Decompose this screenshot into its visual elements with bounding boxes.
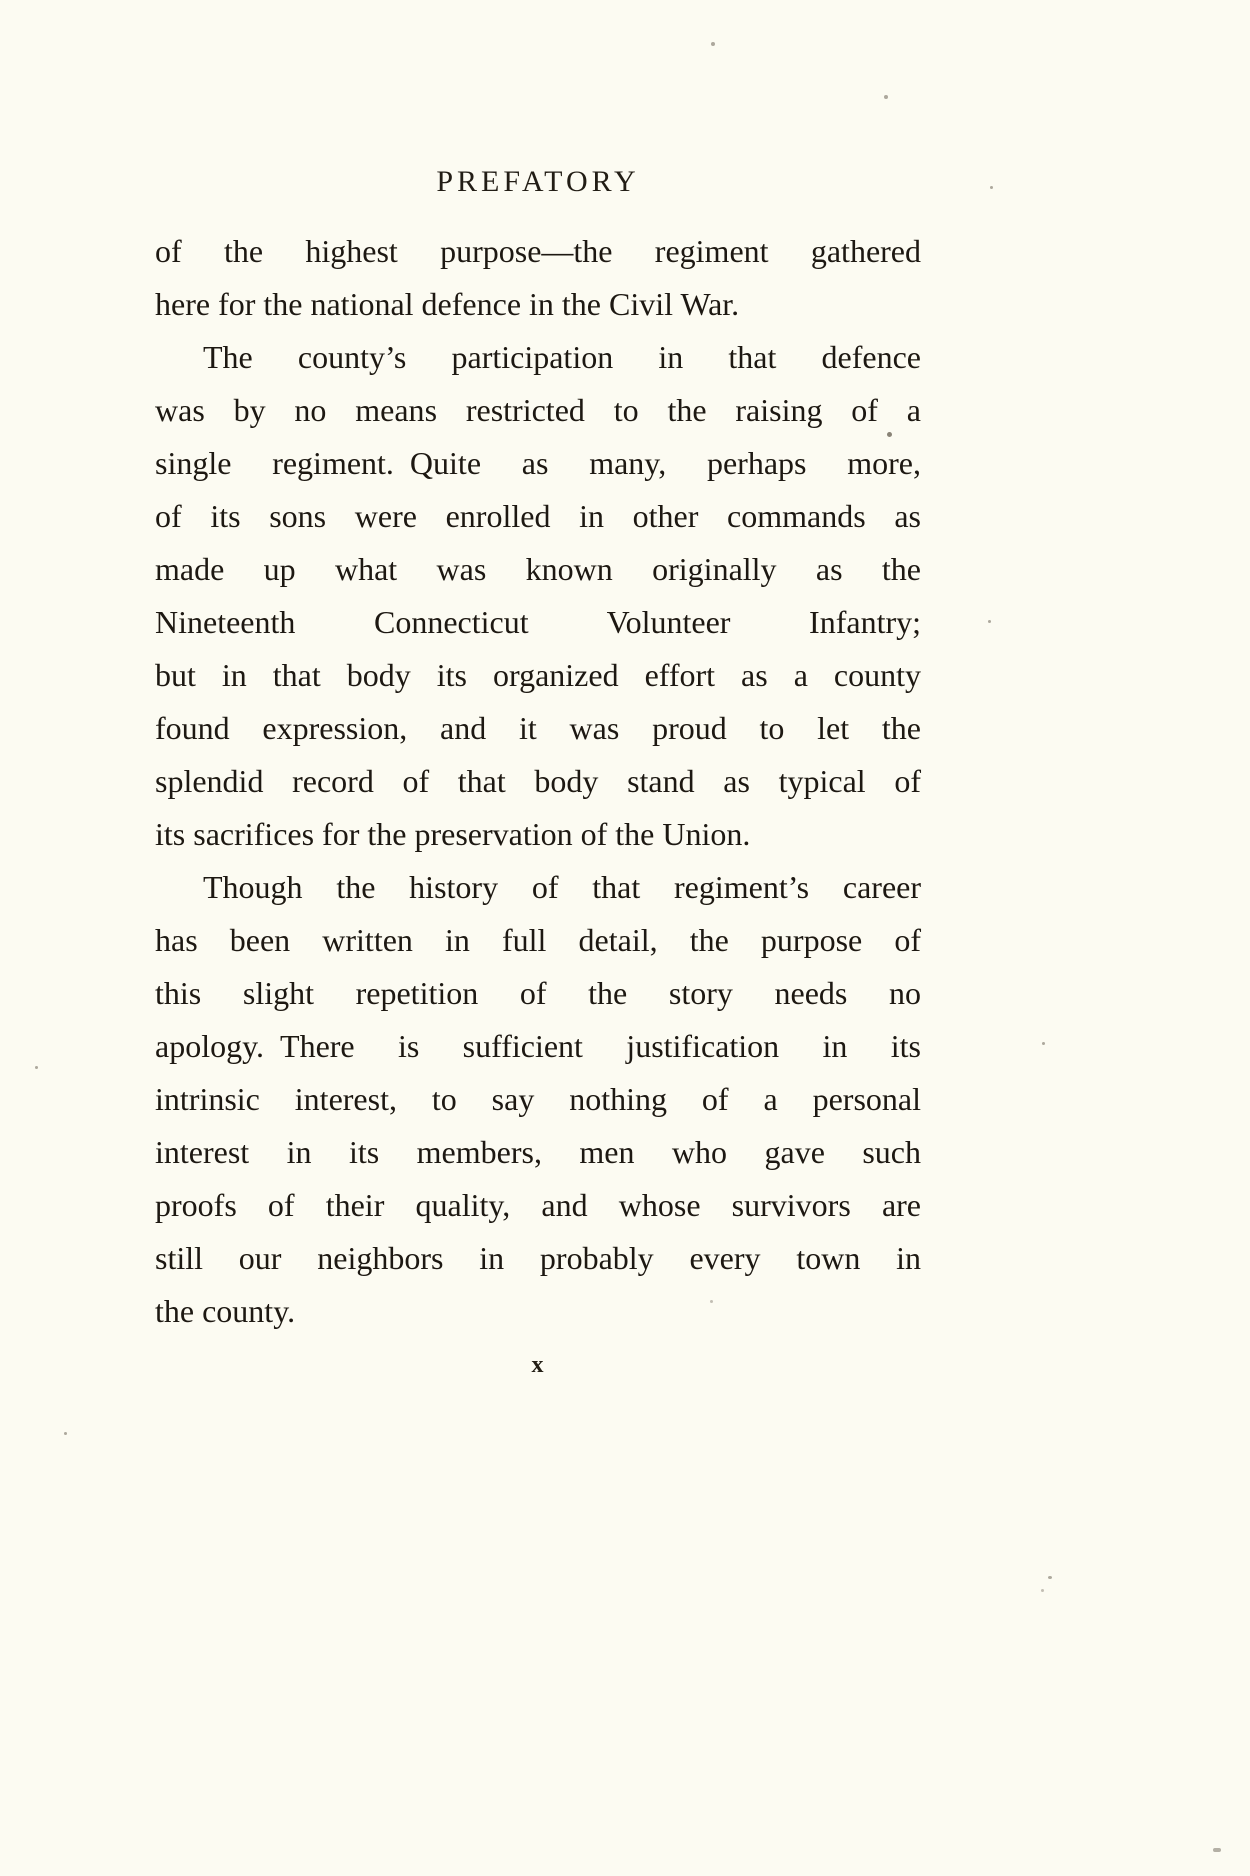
text-line: still our neighbors in probably every town in — [155, 1240, 921, 1276]
text-line: The county’s participation in that defence — [203, 339, 921, 375]
text-line: interest in its members, men who gave such — [155, 1134, 921, 1170]
scan-speck — [990, 186, 993, 189]
page-content — [155, 165, 921, 1379]
text-line: Nineteenth Connecticut Volunteer Infantry; — [155, 604, 921, 640]
text-line: of the highest purpose—the regiment gathered — [155, 233, 921, 269]
text-line: splendid record of that body stand as typical of — [155, 763, 921, 799]
text-line: here for the national defence in the Civil War. — [155, 286, 740, 322]
scan-speck — [988, 620, 991, 623]
text-line: found expression, and it was proud to let the — [155, 710, 921, 746]
text-line: proofs of their quality, and whose survivors are — [155, 1187, 921, 1223]
text-line: intrinsic interest, to say nothing of a personal — [155, 1081, 921, 1117]
page-heading: PREFATORY — [436, 165, 640, 198]
text-block — [155, 225, 921, 1338]
text-line: was by no means restricted to the raising of a — [155, 392, 921, 428]
text-line: of its sons were enrolled in other commands as — [155, 498, 921, 534]
text-line: has been written in full detail, the purpose of — [155, 922, 921, 958]
text-line: this slight repetition of the story needs no — [155, 975, 921, 1011]
scan-speck — [711, 42, 715, 46]
text-line: its sacrifices for the preservation of the Union. — [155, 816, 751, 852]
text-line: but in that body its organized effort as a county — [155, 657, 921, 693]
text-line: Though the history of that regiment’s career — [203, 869, 921, 905]
page-number: x — [531, 1352, 545, 1378]
text-line: single regiment. Quite as many, perhaps more, — [155, 445, 921, 481]
scan-speck — [1048, 1576, 1052, 1579]
scan-speck — [1041, 1589, 1044, 1592]
scan-speck — [1042, 1042, 1045, 1045]
text-line: the county. — [155, 1293, 296, 1329]
text-line: made up what was known originally as the — [155, 551, 921, 587]
text-line: apology. There is sufficient justification in its — [155, 1028, 921, 1064]
scan-speck — [1213, 1848, 1221, 1852]
scan-speck — [884, 95, 888, 99]
scan-speck — [35, 1066, 38, 1069]
scan-speck — [64, 1432, 67, 1435]
